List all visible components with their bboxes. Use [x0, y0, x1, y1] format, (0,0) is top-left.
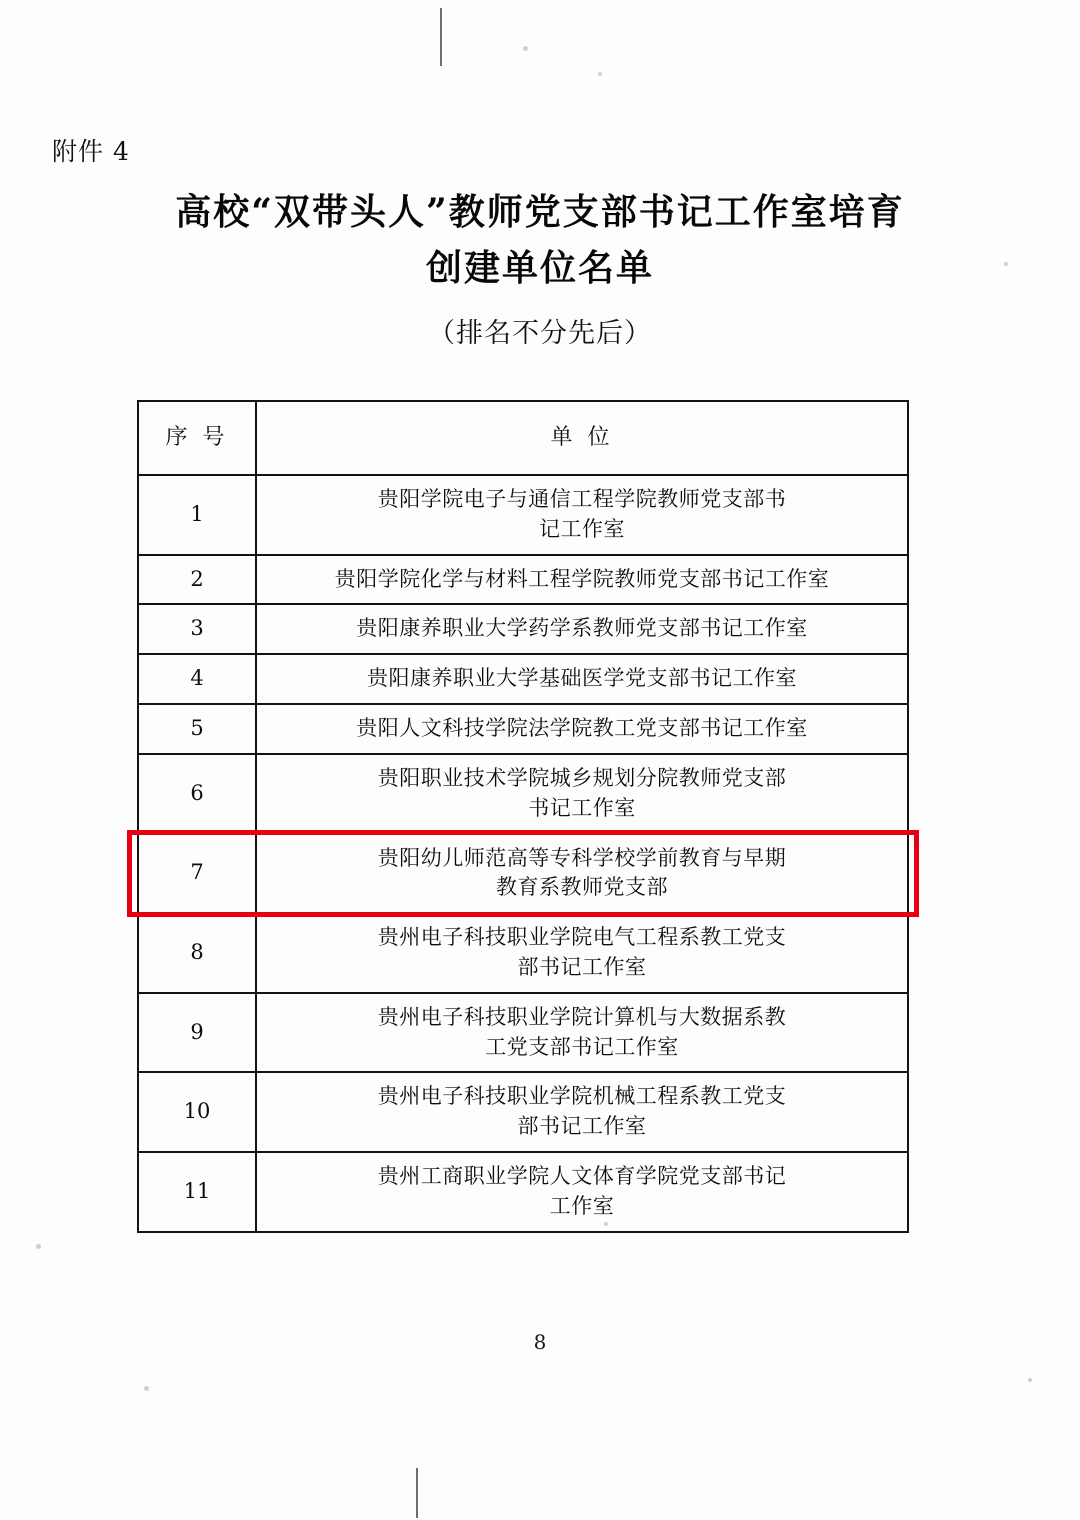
cell-unit-name: 贵阳康养职业大学基础医学党支部书记工作室 — [256, 654, 908, 704]
table-row — [138, 555, 908, 605]
cell-row-number: 1 — [138, 475, 256, 555]
scan-speck — [523, 46, 528, 51]
cell-unit-name: 贵阳职业技术学院城乡规划分院教师党支部 书记工作室 — [256, 754, 908, 834]
cell-row-number: 3 — [138, 604, 256, 654]
title-line-1: 高校“双带头人”教师党支部书记工作室培育 — [175, 191, 905, 233]
cell-row-number: 7 — [138, 834, 256, 914]
column-header-unit: 单 位 — [256, 401, 908, 475]
title-line-2: 创建单位名单 — [425, 246, 654, 289]
scan-speck — [36, 1244, 41, 1249]
cell-row-number: 10 — [138, 1072, 256, 1152]
table-row — [138, 913, 908, 993]
cell-unit-name: 贵州电子科技职业学院计算机与大数据系教 工党支部书记工作室 — [256, 993, 908, 1073]
cell-unit-name: 贵州电子科技职业学院电气工程系教工党支 部书记工作室 — [256, 913, 908, 993]
cell-unit-name: 贵阳学院电子与通信工程学院教师党支部书 记工作室 — [256, 475, 908, 555]
scan-speck — [1028, 1378, 1032, 1382]
table-row — [138, 604, 908, 654]
cell-unit-name: 贵阳学院化学与材料工程学院教师党支部书记工作室 — [256, 555, 908, 605]
cell-row-number: 8 — [138, 913, 256, 993]
table-row — [138, 993, 908, 1073]
table-row — [138, 1072, 908, 1152]
table-body — [138, 475, 908, 1232]
title-subtitle: （排名不分先后） — [428, 317, 652, 349]
cell-row-number: 11 — [138, 1152, 256, 1232]
cell-row-number: 2 — [138, 555, 256, 605]
cell-unit-name: 贵州电子科技职业学院机械工程系教工党支 部书记工作室 — [256, 1072, 908, 1152]
cell-row-number: 6 — [138, 754, 256, 834]
table-row — [138, 654, 908, 704]
cell-unit-name: 贵阳幼儿师范高等专科学校学前教育与早期 教育系教师党支部 — [256, 834, 908, 914]
column-header-no: 序 号 — [138, 401, 256, 475]
cell-unit-name: 贵阳人文科技学院法学院教工党支部书记工作室 — [256, 704, 908, 754]
table-row — [138, 754, 908, 834]
scan-tick-bottom — [416, 1468, 418, 1518]
table-row — [138, 475, 908, 555]
scan-speck — [598, 72, 602, 76]
cell-row-number: 4 — [138, 654, 256, 704]
table-row — [138, 834, 908, 914]
cell-row-number: 5 — [138, 704, 256, 754]
table-header-row — [138, 401, 908, 475]
unit-list-table — [137, 400, 909, 1233]
cell-unit-name: 贵阳康养职业大学药学系教师党支部书记工作室 — [256, 604, 908, 654]
attachment-label: 附件 4 — [52, 137, 130, 166]
table-row — [138, 1152, 908, 1232]
cell-unit-name: 贵州工商职业学院人文体育学院党支部书记 工作室 — [256, 1152, 908, 1232]
scan-tick-top — [440, 8, 442, 66]
cell-row-number: 9 — [138, 993, 256, 1073]
scan-speck — [144, 1386, 149, 1391]
table-row — [138, 704, 908, 754]
document-title — [0, 185, 1080, 350]
page-number: 8 — [533, 1330, 547, 1354]
